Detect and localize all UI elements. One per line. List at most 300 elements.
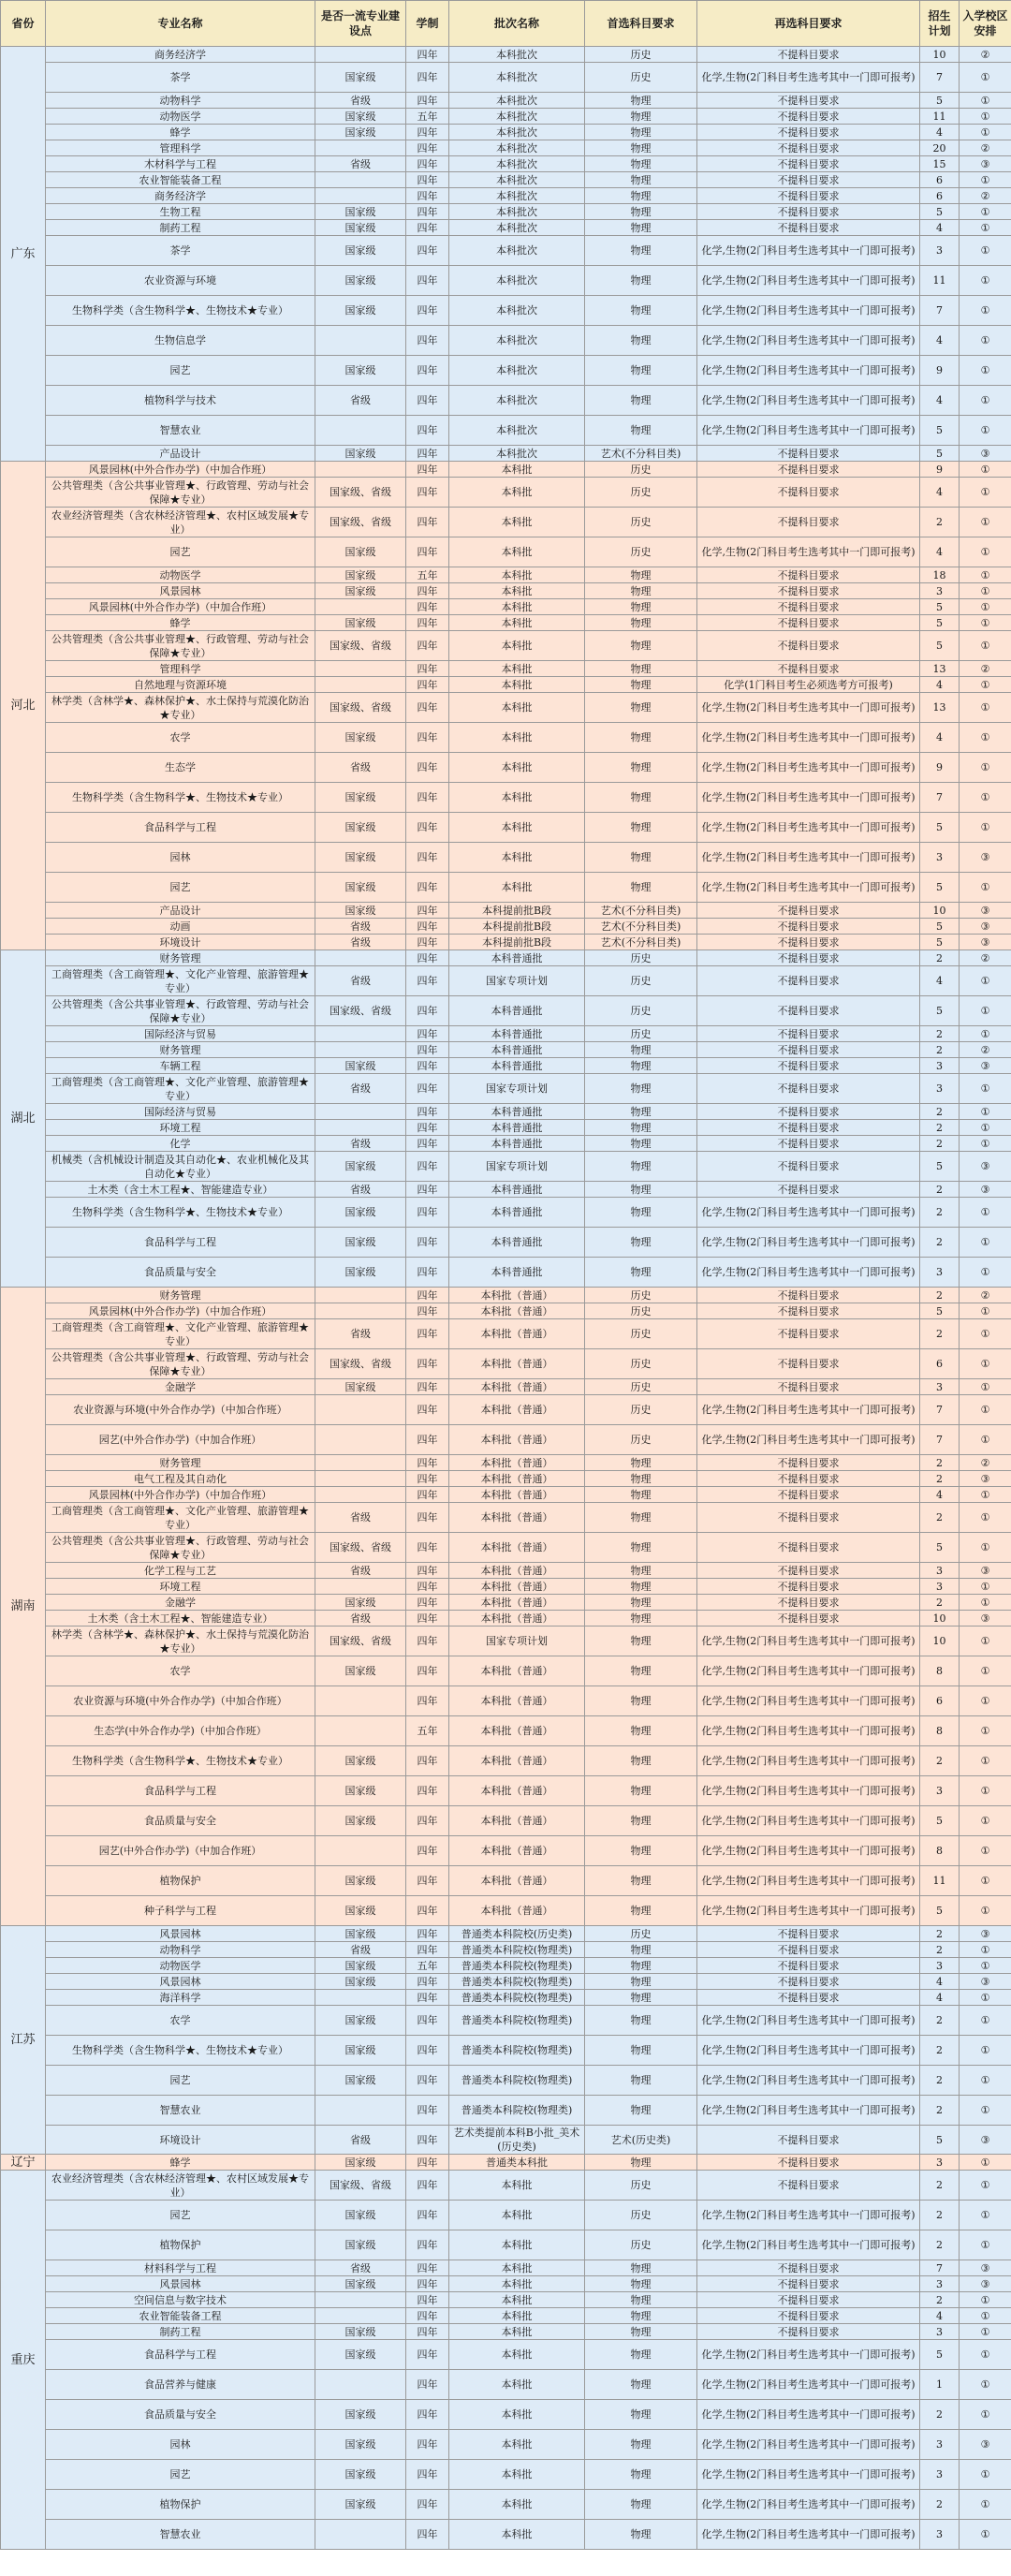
campus-cell: ① xyxy=(960,2460,1011,2490)
table-row xyxy=(1,843,1011,873)
quota-cell: 5 xyxy=(920,599,960,615)
major-cell: 金融学 xyxy=(46,1595,315,1611)
batch-cell: 本科提前批B段 xyxy=(449,903,585,919)
first-class-cell: 国家级 xyxy=(315,1806,406,1836)
campus-cell: ① xyxy=(960,1656,1011,1686)
second-subject-cell: 不提科目要求 xyxy=(697,1182,920,1198)
table-row xyxy=(1,188,1011,204)
duration-cell: 四年 xyxy=(406,63,449,93)
major-cell: 土木类（含土木工程★、智能建造专业） xyxy=(46,1611,315,1627)
second-subject-cell: 化学,生物(2门科目考生选考其中一门即可报考) xyxy=(697,1806,920,1836)
campus-cell: ① xyxy=(960,1896,1011,1926)
batch-cell: 本科批次 xyxy=(449,416,585,446)
first-subject-cell: 历史 xyxy=(585,47,697,63)
major-cell: 动物医学 xyxy=(46,1958,315,1974)
second-subject-cell: 不提科目要求 xyxy=(697,950,920,966)
first-class-cell xyxy=(315,1455,406,1471)
first-subject-cell: 物理 xyxy=(585,1836,697,1866)
batch-cell: 本科批（普通） xyxy=(449,1471,585,1487)
first-subject-cell: 物理 xyxy=(585,2370,697,2400)
duration-cell: 四年 xyxy=(406,1746,449,1776)
quota-cell: 2 xyxy=(920,1042,960,1058)
table-row xyxy=(1,1104,1011,1120)
first-class-cell: 省级 xyxy=(315,1136,406,1152)
duration-cell: 四年 xyxy=(406,1379,449,1395)
campus-cell: ① xyxy=(960,1074,1011,1104)
quota-cell: 3 xyxy=(920,1258,960,1288)
second-subject-cell: 化学,生物(2门科目考生选考其中一门即可报考) xyxy=(697,1896,920,1926)
table-row xyxy=(1,416,1011,446)
first-subject-cell: 物理 xyxy=(585,2520,697,2550)
batch-cell: 普通类本科院校(物理类) xyxy=(449,1942,585,1958)
first-subject-cell: 物理 xyxy=(585,156,697,172)
batch-cell: 本科普通批 xyxy=(449,996,585,1026)
table-row xyxy=(1,1533,1011,1563)
second-subject-cell: 不提科目要求 xyxy=(697,109,920,125)
campus-cell: ③ xyxy=(960,2126,1011,2155)
second-subject-cell: 化学,生物(2门科目考生选考其中一门即可报考) xyxy=(697,1198,920,1228)
table-row xyxy=(1,47,1011,63)
col-first-subject: 首选科目要求 xyxy=(585,1,697,47)
second-subject-cell: 不提科目要求 xyxy=(697,1487,920,1503)
first-subject-cell: 物理 xyxy=(585,2260,697,2276)
table-row xyxy=(1,2430,1011,2460)
major-cell: 公共管理类（含公共事业管理★、行政管理、劳动与社会保障★专业） xyxy=(46,478,315,508)
batch-cell: 本科批 xyxy=(449,723,585,753)
campus-cell: ① xyxy=(960,1627,1011,1656)
second-subject-cell: 不提科目要求 xyxy=(697,1026,920,1042)
first-class-cell xyxy=(315,2096,406,2126)
table-row xyxy=(1,478,1011,508)
first-class-cell: 国家级 xyxy=(315,1228,406,1258)
duration-cell: 四年 xyxy=(406,813,449,843)
first-class-cell xyxy=(315,950,406,966)
first-class-cell: 国家级 xyxy=(315,2460,406,2490)
major-cell: 生物科学类（含生物科学★、生物技术★专业） xyxy=(46,783,315,813)
table-row xyxy=(1,537,1011,567)
campus-cell: ① xyxy=(960,2066,1011,2096)
campus-cell: ① xyxy=(960,2490,1011,2520)
duration-cell: 四年 xyxy=(406,903,449,919)
first-subject-cell: 物理 xyxy=(585,326,697,356)
batch-cell: 普通类本科批 xyxy=(449,2155,585,2171)
batch-cell: 本科批 xyxy=(449,631,585,661)
batch-cell: 普通类本科院校(物理类) xyxy=(449,2036,585,2066)
major-cell: 工商管理类（含工商管理★、文化产业管理、旅游管理★专业） xyxy=(46,1503,315,1533)
second-subject-cell: 化学,生物(2门科目考生选考其中一门即可报考) xyxy=(697,1836,920,1866)
duration-cell: 四年 xyxy=(406,1563,449,1579)
first-class-cell: 国家级 xyxy=(315,125,406,140)
table-row xyxy=(1,615,1011,631)
major-cell: 林学类（含林学★、森林保护★、水土保持与荒漠化防治★专业） xyxy=(46,1627,315,1656)
table-row xyxy=(1,1182,1011,1198)
batch-cell: 本科批（普通） xyxy=(449,1425,585,1455)
first-class-cell: 国家级 xyxy=(315,1595,406,1611)
batch-cell: 本科批次 xyxy=(449,125,585,140)
quota-cell: 13 xyxy=(920,661,960,677)
second-subject-cell: 化学,生物(2门科目考生选考其中一门即可报考) xyxy=(697,266,920,296)
campus-cell: ① xyxy=(960,2370,1011,2400)
first-class-cell: 国家级、省级 xyxy=(315,2171,406,2201)
campus-cell: ③ xyxy=(960,919,1011,935)
first-subject-cell: 物理 xyxy=(585,188,697,204)
batch-cell: 本科批次 xyxy=(449,204,585,220)
campus-cell: ① xyxy=(960,813,1011,843)
second-subject-cell: 化学,生物(2门科目考生选考其中一门即可报考) xyxy=(697,2230,920,2260)
duration-cell: 四年 xyxy=(406,753,449,783)
batch-cell: 本科批次 xyxy=(449,47,585,63)
duration-cell: 四年 xyxy=(406,1595,449,1611)
batch-cell: 本科批 xyxy=(449,2292,585,2308)
campus-cell: ② xyxy=(960,661,1011,677)
batch-cell: 本科批（普通） xyxy=(449,1866,585,1896)
batch-cell: 本科普通批 xyxy=(449,1228,585,1258)
first-subject-cell: 物理 xyxy=(585,204,697,220)
batch-cell: 本科批次 xyxy=(449,188,585,204)
second-subject-cell: 化学,生物(2门科目考生选考其中一门即可报考) xyxy=(697,1395,920,1425)
duration-cell: 四年 xyxy=(406,2460,449,2490)
quota-cell: 8 xyxy=(920,1836,960,1866)
quota-cell: 5 xyxy=(920,813,960,843)
first-subject-cell: 物理 xyxy=(585,813,697,843)
campus-cell: ① xyxy=(960,1746,1011,1776)
quota-cell: 10 xyxy=(920,1611,960,1627)
batch-cell: 本科批（普通） xyxy=(449,1686,585,1716)
second-subject-cell: 化学,生物(2门科目考生选考其中一门即可报考) xyxy=(697,537,920,567)
quota-cell: 2 xyxy=(920,1288,960,1303)
table-row xyxy=(1,2171,1011,2201)
campus-cell: ① xyxy=(960,1198,1011,1228)
quota-cell: 4 xyxy=(920,478,960,508)
first-subject-cell: 物理 xyxy=(585,2430,697,2460)
duration-cell: 四年 xyxy=(406,2292,449,2308)
quota-cell: 2 xyxy=(920,1136,960,1152)
table-row xyxy=(1,1563,1011,1579)
second-subject-cell: 化学,生物(2门科目考生选考其中一门即可报考) xyxy=(697,1686,920,1716)
table-row xyxy=(1,1776,1011,1806)
major-cell: 车辆工程 xyxy=(46,1058,315,1074)
second-subject-cell: 不提科目要求 xyxy=(697,1533,920,1563)
quota-cell: 11 xyxy=(920,266,960,296)
batch-cell: 本科批（普通） xyxy=(449,1746,585,1776)
duration-cell: 四年 xyxy=(406,2230,449,2260)
quota-cell: 11 xyxy=(920,109,960,125)
first-subject-cell: 艺术(不分科目类) xyxy=(585,935,697,950)
campus-cell: ① xyxy=(960,1120,1011,1136)
campus-cell: ① xyxy=(960,2520,1011,2550)
table-row xyxy=(1,220,1011,236)
batch-cell: 本科批 xyxy=(449,537,585,567)
first-class-cell: 国家级 xyxy=(315,1776,406,1806)
major-cell: 食品科学与工程 xyxy=(46,1228,315,1258)
first-class-cell: 国家级 xyxy=(315,2155,406,2171)
second-subject-cell: 不提科目要求 xyxy=(697,583,920,599)
table-row xyxy=(1,1152,1011,1182)
second-subject-cell: 不提科目要求 xyxy=(697,1379,920,1395)
major-cell: 生物科学类（含生物科学★、生物技术★专业） xyxy=(46,2036,315,2066)
quota-cell: 4 xyxy=(920,326,960,356)
duration-cell: 四年 xyxy=(406,478,449,508)
duration-cell: 四年 xyxy=(406,2036,449,2066)
first-subject-cell: 物理 xyxy=(585,140,697,156)
first-subject-cell: 物理 xyxy=(585,1258,697,1288)
major-cell: 公共管理类（含公共事业管理★、行政管理、劳动与社会保障★专业） xyxy=(46,996,315,1026)
quota-cell: 5 xyxy=(920,1152,960,1182)
quota-cell: 4 xyxy=(920,220,960,236)
first-class-cell xyxy=(315,1042,406,1058)
major-cell: 财务管理 xyxy=(46,1042,315,1058)
second-subject-cell: 化学,生物(2门科目考生选考其中一门即可报考) xyxy=(697,783,920,813)
campus-cell: ③ xyxy=(960,2430,1011,2460)
duration-cell: 四年 xyxy=(406,2520,449,2550)
first-subject-cell: 物理 xyxy=(585,2155,697,2171)
duration-cell: 四年 xyxy=(406,873,449,903)
major-cell: 工商管理类（含工商管理★、文化产业管理、旅游管理★专业） xyxy=(46,1319,315,1349)
first-class-cell: 国家级 xyxy=(315,2324,406,2340)
quota-cell: 8 xyxy=(920,1716,960,1746)
province-cell: 江苏 xyxy=(1,1926,46,2155)
batch-cell: 本科普通批 xyxy=(449,1258,585,1288)
quota-cell: 9 xyxy=(920,462,960,478)
table-row xyxy=(1,935,1011,950)
batch-cell: 本科批 xyxy=(449,693,585,723)
first-class-cell: 省级 xyxy=(315,966,406,996)
campus-cell: ② xyxy=(960,1455,1011,1471)
major-cell: 公共管理类（含公共事业管理★、行政管理、劳动与社会保障★专业） xyxy=(46,1349,315,1379)
second-subject-cell: 不提科目要求 xyxy=(697,188,920,204)
duration-cell: 四年 xyxy=(406,583,449,599)
quota-cell: 4 xyxy=(920,677,960,693)
quota-cell: 5 xyxy=(920,1896,960,1926)
batch-cell: 本科批（普通） xyxy=(449,1656,585,1686)
second-subject-cell: 化学,生物(2门科目考生选考其中一门即可报考) xyxy=(697,386,920,416)
quota-cell: 6 xyxy=(920,172,960,188)
first-class-cell: 国家级 xyxy=(315,2340,406,2370)
first-subject-cell: 物理 xyxy=(585,2096,697,2126)
table-row xyxy=(1,966,1011,996)
quota-cell: 15 xyxy=(920,156,960,172)
duration-cell: 四年 xyxy=(406,1926,449,1942)
table-row xyxy=(1,1656,1011,1686)
table-row xyxy=(1,1319,1011,1349)
campus-cell: ① xyxy=(960,1686,1011,1716)
first-subject-cell: 物理 xyxy=(585,1958,697,1974)
first-subject-cell: 物理 xyxy=(585,631,697,661)
table-row xyxy=(1,677,1011,693)
duration-cell: 四年 xyxy=(406,125,449,140)
first-subject-cell: 物理 xyxy=(585,1198,697,1228)
quota-cell: 2 xyxy=(920,2490,960,2520)
first-subject-cell: 物理 xyxy=(585,2308,697,2324)
campus-cell: ① xyxy=(960,615,1011,631)
first-subject-cell: 物理 xyxy=(585,1942,697,1958)
first-class-cell: 国家级 xyxy=(315,266,406,296)
duration-cell: 四年 xyxy=(406,615,449,631)
table-row xyxy=(1,1627,1011,1656)
first-subject-cell: 历史 xyxy=(585,1926,697,1942)
first-subject-cell: 物理 xyxy=(585,1136,697,1152)
duration-cell: 四年 xyxy=(406,172,449,188)
table-row xyxy=(1,661,1011,677)
major-cell: 风景园林(中外合作办学)（中加合作班） xyxy=(46,1487,315,1503)
first-class-cell: 国家级 xyxy=(315,1258,406,1288)
batch-cell: 本科批 xyxy=(449,2201,585,2230)
duration-cell: 四年 xyxy=(406,2155,449,2171)
duration-cell: 四年 xyxy=(406,996,449,1026)
batch-cell: 本科批（普通） xyxy=(449,1806,585,1836)
campus-cell: ③ xyxy=(960,156,1011,172)
quota-cell: 2 xyxy=(920,2036,960,2066)
quota-cell: 4 xyxy=(920,2308,960,2324)
table-row xyxy=(1,1395,1011,1425)
table-row xyxy=(1,1425,1011,1455)
second-subject-cell: 化学,生物(2门科目考生选考其中一门即可报考) xyxy=(697,2460,920,2490)
first-class-cell: 国家级 xyxy=(315,1958,406,1974)
duration-cell: 四年 xyxy=(406,156,449,172)
second-subject-cell: 不提科目要求 xyxy=(697,47,920,63)
campus-cell: ① xyxy=(960,2324,1011,2340)
major-cell: 生物工程 xyxy=(46,204,315,220)
duration-cell: 四年 xyxy=(406,1136,449,1152)
campus-cell: ② xyxy=(960,1288,1011,1303)
second-subject-cell: 化学,生物(2门科目考生选考其中一门即可报考) xyxy=(697,873,920,903)
duration-cell: 四年 xyxy=(406,386,449,416)
first-class-cell: 国家级 xyxy=(315,63,406,93)
major-cell: 茶学 xyxy=(46,236,315,266)
batch-cell: 本科批 xyxy=(449,2276,585,2292)
quota-cell: 9 xyxy=(920,753,960,783)
province-cell: 湖北 xyxy=(1,950,46,1288)
table-row xyxy=(1,2520,1011,2550)
table-row xyxy=(1,1942,1011,1958)
major-cell: 环境设计 xyxy=(46,935,315,950)
header-row xyxy=(1,1,1011,47)
table-row xyxy=(1,356,1011,386)
batch-cell: 本科批（普通） xyxy=(449,1349,585,1379)
second-subject-cell: 化学(1门科目考生必须选考方可报考) xyxy=(697,677,920,693)
campus-cell: ③ xyxy=(960,1471,1011,1487)
second-subject-cell: 不提科目要求 xyxy=(697,478,920,508)
duration-cell: 四年 xyxy=(406,843,449,873)
campus-cell: ① xyxy=(960,2096,1011,2126)
campus-cell: ① xyxy=(960,236,1011,266)
second-subject-cell: 不提科目要求 xyxy=(697,1942,920,1958)
second-subject-cell: 不提科目要求 xyxy=(697,1595,920,1611)
quota-cell: 2 xyxy=(920,1198,960,1228)
campus-cell: ③ xyxy=(960,1182,1011,1198)
first-subject-cell: 艺术(不分科目类) xyxy=(585,446,697,462)
quota-cell: 4 xyxy=(920,966,960,996)
quota-cell: 7 xyxy=(920,296,960,326)
table-row xyxy=(1,1303,1011,1319)
quota-cell: 2 xyxy=(920,2292,960,2308)
table-row xyxy=(1,386,1011,416)
batch-cell: 本科批次 xyxy=(449,326,585,356)
first-subject-cell: 物理 xyxy=(585,2400,697,2430)
duration-cell: 四年 xyxy=(406,1319,449,1349)
batch-cell: 本科批 xyxy=(449,813,585,843)
quota-cell: 4 xyxy=(920,386,960,416)
first-subject-cell: 历史 xyxy=(585,1303,697,1319)
second-subject-cell: 不提科目要求 xyxy=(697,1974,920,1990)
second-subject-cell: 不提科目要求 xyxy=(697,1455,920,1471)
campus-cell: ① xyxy=(960,583,1011,599)
table-row xyxy=(1,1611,1011,1627)
first-subject-cell: 历史 xyxy=(585,1026,697,1042)
batch-cell: 本科批次 xyxy=(449,446,585,462)
first-class-cell xyxy=(315,1303,406,1319)
major-cell: 农学 xyxy=(46,2006,315,2036)
duration-cell: 四年 xyxy=(406,462,449,478)
campus-cell: ① xyxy=(960,93,1011,109)
first-class-cell: 国家级 xyxy=(315,1198,406,1228)
quota-cell: 5 xyxy=(920,93,960,109)
campus-cell: ② xyxy=(960,950,1011,966)
table-row xyxy=(1,903,1011,919)
quota-cell: 3 xyxy=(920,843,960,873)
major-cell: 风景园林 xyxy=(46,2276,315,2292)
major-cell: 蜂学 xyxy=(46,125,315,140)
quota-cell: 5 xyxy=(920,446,960,462)
batch-cell: 本科普通批 xyxy=(449,1026,585,1042)
first-class-cell xyxy=(315,1026,406,1042)
duration-cell: 四年 xyxy=(406,2066,449,2096)
campus-cell: ① xyxy=(960,1776,1011,1806)
major-cell: 动物科学 xyxy=(46,1942,315,1958)
quota-cell: 3 xyxy=(920,2460,960,2490)
quota-cell: 2 xyxy=(920,1455,960,1471)
quota-cell: 4 xyxy=(920,1487,960,1503)
major-cell: 生物科学类（含生物科学★、生物技术★专业） xyxy=(46,296,315,326)
second-subject-cell: 不提科目要求 xyxy=(697,1563,920,1579)
campus-cell: ① xyxy=(960,478,1011,508)
first-subject-cell: 艺术(不分科目类) xyxy=(585,903,697,919)
batch-cell: 本科批 xyxy=(449,753,585,783)
duration-cell: 四年 xyxy=(406,661,449,677)
major-cell: 植物保护 xyxy=(46,2230,315,2260)
batch-cell: 本科批（普通） xyxy=(449,1319,585,1349)
campus-cell: ③ xyxy=(960,1058,1011,1074)
first-class-cell: 国家级 xyxy=(315,537,406,567)
campus-cell: ① xyxy=(960,2308,1011,2324)
second-subject-cell: 不提科目要求 xyxy=(697,220,920,236)
first-subject-cell: 物理 xyxy=(585,2276,697,2292)
batch-cell: 本科批 xyxy=(449,2490,585,2520)
first-class-cell xyxy=(315,47,406,63)
table-body xyxy=(1,47,1011,2550)
campus-cell: ① xyxy=(960,631,1011,661)
quota-cell: 2 xyxy=(920,2096,960,2126)
duration-cell: 四年 xyxy=(406,950,449,966)
col-second-subject: 再选科目要求 xyxy=(697,1,920,47)
table-row xyxy=(1,2276,1011,2292)
batch-cell: 本科批 xyxy=(449,843,585,873)
major-cell: 材料科学与工程 xyxy=(46,2260,315,2276)
quota-cell: 5 xyxy=(920,416,960,446)
campus-cell: ③ xyxy=(960,2260,1011,2276)
table-row xyxy=(1,950,1011,966)
first-subject-cell: 物理 xyxy=(585,583,697,599)
second-subject-cell: 不提科目要求 xyxy=(697,1990,920,2006)
table-row xyxy=(1,1746,1011,1776)
duration-cell: 四年 xyxy=(406,537,449,567)
batch-cell: 本科批 xyxy=(449,599,585,615)
quota-cell: 3 xyxy=(920,2155,960,2171)
first-subject-cell: 物理 xyxy=(585,753,697,783)
duration-cell: 四年 xyxy=(406,1104,449,1120)
campus-cell: ① xyxy=(960,1487,1011,1503)
col-major: 专业名称 xyxy=(46,1,315,47)
